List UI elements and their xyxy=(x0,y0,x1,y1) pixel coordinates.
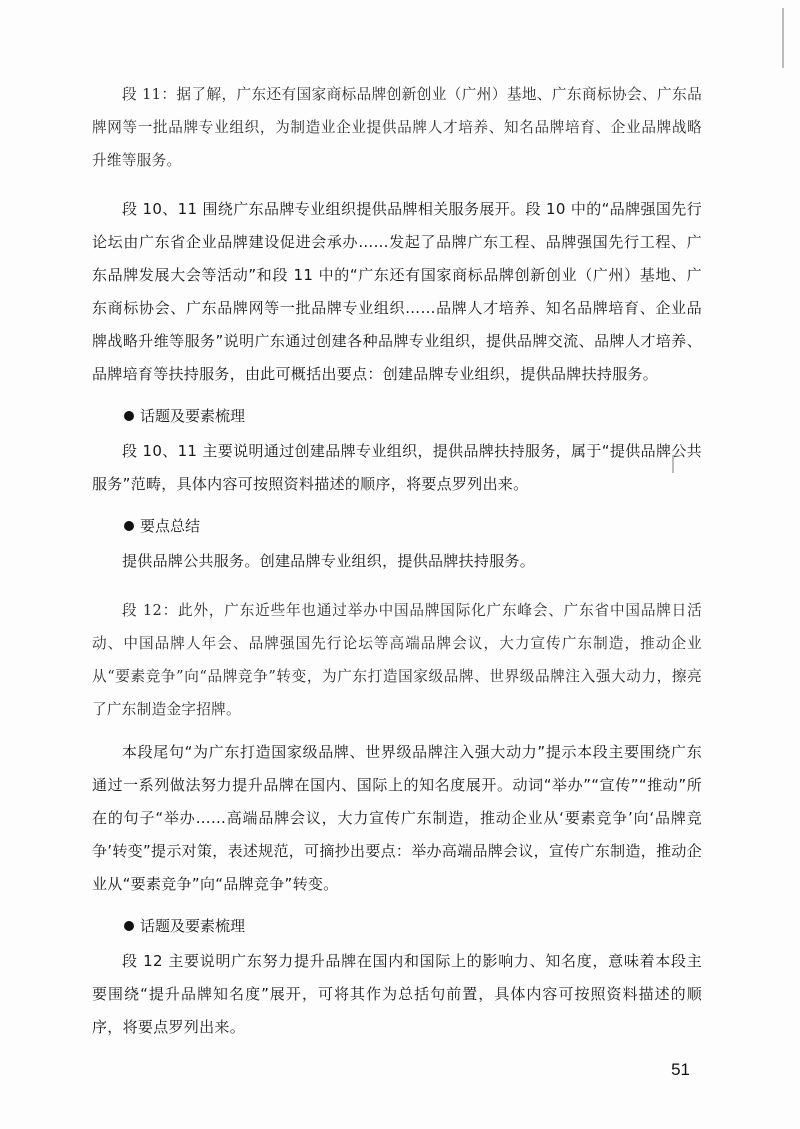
page-number: 51 xyxy=(671,1060,690,1079)
paragraph-10-11-summary: 段 10、11 主要说明通过创建品牌专业组织，提供品牌扶持服务，属于“提供品牌公共服务”范畴，具体内容可按照资料描述的顺序，将要点罗列出来。 xyxy=(92,442,702,493)
paragraph-11-source: 段 11：据了解，广东还有国家商标品牌创新创业（广州）基地、广东商标协会、广东品牌网等一批品牌专业组织，为制造业企业提供品牌人才培养、知名品牌培育、企业品牌战略升维等服务。 xyxy=(92,86,702,169)
paragraph-12-summary: 段 12 主要说明广东努力提升品牌在国内和国际上的影响力、知名度，意味着本段主要围绕“提升品牌知名度”展开，可将其作为总括句前置，具体内容可按照资料描述的顺序，将要点罗列出来。 xyxy=(92,952,702,1036)
page-content xyxy=(92,78,702,1054)
paragraph-10-11-analysis: 段 10、11 围绕广东品牌专业组织提供品牌相关服务展开。段 10 中的“品牌强国先行论坛由广东省企业品牌建设促进会承办……发起了品牌广东工程、品牌强国先行工程、广东品牌发展大会等活动”和段 11 中的“广东还有国家商标品牌创新创业（广州）基地、广东商标协会、广东品牌网等一批品牌专业组织……品牌人才培养、知名品牌培育、企业品牌战略升维等服务”说明广东通过创建各种品牌专业组织，提供品牌交流、品牌人才培养、品牌培育等扶持服务，由此可概括出要点：创建品牌专业组织，提供品牌扶持服务。 xyxy=(92,200,702,383)
bullet-label: 话题及要素梳理 xyxy=(140,917,246,935)
bullet-dot-icon xyxy=(124,521,134,531)
bullet-topic-elements-2 xyxy=(92,911,702,941)
bullet-dot-icon xyxy=(124,411,134,421)
bullet-dot-icon xyxy=(124,921,134,931)
bullet-key-points xyxy=(92,511,702,541)
bullet-topic-elements xyxy=(92,401,702,431)
bullet-label: 要点总结 xyxy=(140,517,201,535)
key-points-text: 提供品牌公共服务。创建品牌专业组织，提供品牌扶持服务。 xyxy=(122,552,536,570)
bullet-label: 话题及要素梳理 xyxy=(140,407,246,425)
paragraph-12-analysis: 本段尾句“为广东打造国家级品牌、世界级品牌注入强大动力”提示本段主要围绕广东通过一系列做法努力提升品牌在国内、国际上的知名度展开。动词“举办”“宣传”“推动”所在的句子“举办……高端品牌会议，大力宣传广东制造，推动企业从‘要素竞争’向‘品牌竞争’转变”提示对策，表述规范，可摘抄出要点：举办高端品牌会议，宣传广东制造，推动企业从“要素竞争”向“品牌竞争”转变。 xyxy=(92,743,702,893)
scan-edge-mark xyxy=(782,8,784,68)
paragraph-12-source: 段 12：此外，广东近些年也通过举办中国品牌国际化广东峰会、广东省中国品牌日活动、中国品牌人年会、品牌强国先行论坛等高端品牌会议，大力宣传广东制造，推动企业从“要素竞争”向“品牌竞争”转变，为广东打造国家级品牌、世界级品牌注入强大动力，擦亮了广东制造金字招牌。 xyxy=(92,602,702,718)
